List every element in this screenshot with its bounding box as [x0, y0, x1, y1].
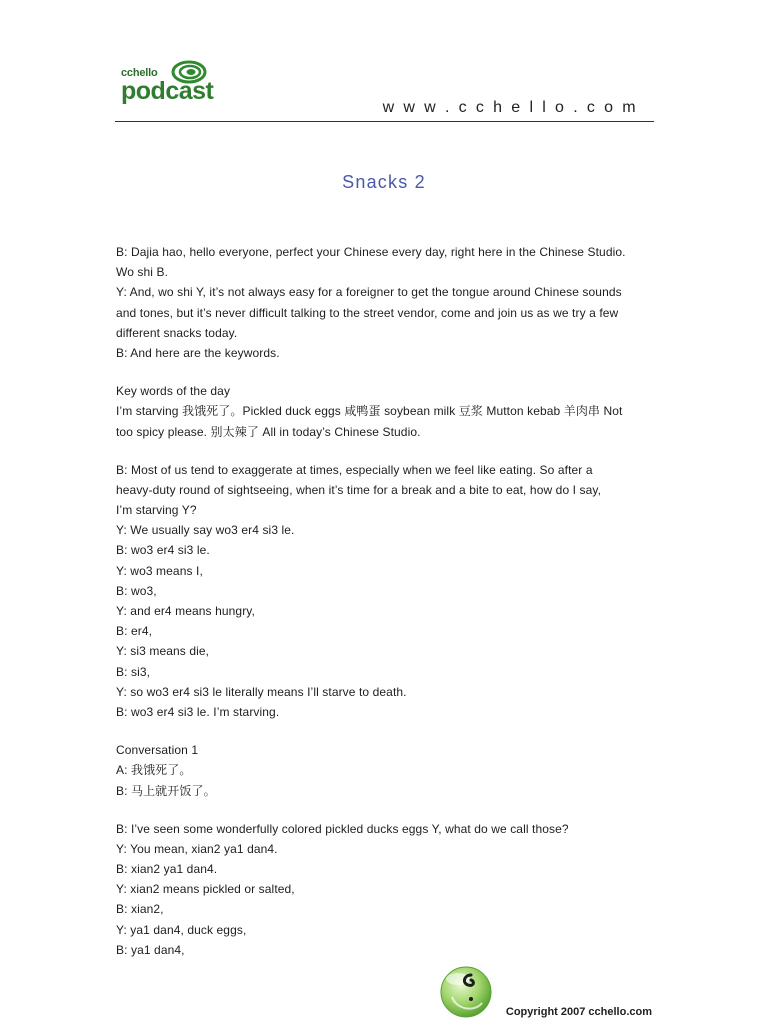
site-url[interactable]: w w w . c c h e l l o . c o m [382, 99, 638, 116]
text-line: different snacks today. [116, 325, 238, 340]
text-line: Y: ya1 dan4, duck eggs, [116, 922, 247, 937]
text-line: Y: so wo3 er4 si3 le literally means I’ll starve to death. [116, 684, 407, 699]
text-line: I’m starving 我饿死了。Pickled duck eggs 咸鸭蛋 soybean milk 豆浆 Mutton kebab 羊肉串 Not [116, 404, 623, 419]
globe-logo-icon [438, 963, 496, 1019]
text-line: A: 我饿死了。 [116, 763, 192, 778]
text-line: Y: si3 means die, [116, 644, 210, 659]
text-line: B: I’ve seen some wonderfully colored pickled ducks eggs Y, what do we call those? [116, 821, 569, 836]
text-line: B: And here are the keywords. [116, 345, 280, 360]
copyright-text: Copyright 2007 cchello.com [505, 1006, 652, 1018]
text-line: B: ya1 dan4, [116, 942, 185, 957]
logo-big-text: podcast [121, 77, 214, 105]
starving-section [116, 460, 656, 722]
text-line: Y: and er4 means hungry, [116, 604, 255, 618]
transcript-body [116, 242, 656, 960]
text-line: Y: We usually say wo3 er4 si3 le. [116, 523, 295, 538]
text-line: B: xian2, [116, 902, 164, 917]
cchello-podcast-logo [121, 60, 231, 108]
text-line: B: er4, [116, 624, 153, 639]
text-line: B: wo3, [116, 583, 157, 598]
text-line: B: xian2 ya1 dan4. [116, 862, 218, 877]
paragraph-gap [116, 442, 656, 460]
conversation-heading: Conversation 1 [116, 743, 199, 758]
keywords-section [116, 381, 656, 442]
eggs-section [116, 819, 656, 960]
text-line: heavy-duty round of sightseeing, when it’s time for a break and a bite to eat, how do I say, [116, 482, 602, 497]
intro-paragraph [116, 242, 656, 363]
header-divider [115, 121, 654, 122]
text-line: B: wo3 er4 si3 le. [116, 543, 210, 558]
text-line: B: wo3 er4 si3 le. I’m starving. [116, 704, 280, 719]
text-line: Y: You mean, xian2 ya1 dan4. [116, 841, 278, 856]
text-line: Wo shi B. [116, 265, 169, 280]
text-line: B: Most of us tend to exaggerate at times, especially when we feel like eating. So after a [116, 462, 593, 477]
text-line: B: si3, [116, 664, 151, 679]
logo-small-text: cchello [121, 67, 158, 79]
paragraph-gap [116, 363, 656, 381]
text-line: Y: wo3 means I, [116, 563, 203, 578]
text-line: B: 马上就开饭了。 [116, 783, 216, 798]
text-line: B: Dajia hao, hello everyone, perfect your Chinese every day, right here in the Chinese Studio. [116, 245, 626, 259]
conversation-1 [116, 740, 656, 801]
text-line: and tones, but it’s never difficult talking to the street vendor, come and join us as we try a few [116, 305, 619, 320]
text-line: I’m starving Y? [116, 503, 197, 518]
keywords-heading: Key words of the day [116, 384, 231, 399]
page-title: Snacks 2 [342, 172, 426, 192]
text-line: Y: xian2 means pickled or salted, [116, 882, 295, 897]
paragraph-gap [116, 722, 656, 740]
text-line: too spicy please. 别太辣了 All in today’s Chinese Studio. [116, 424, 421, 439]
paragraph-gap [116, 801, 656, 819]
text-line: Y: And, wo shi Y, it’s not always easy for a foreigner to get the tongue around Chinese sounds [116, 285, 622, 300]
